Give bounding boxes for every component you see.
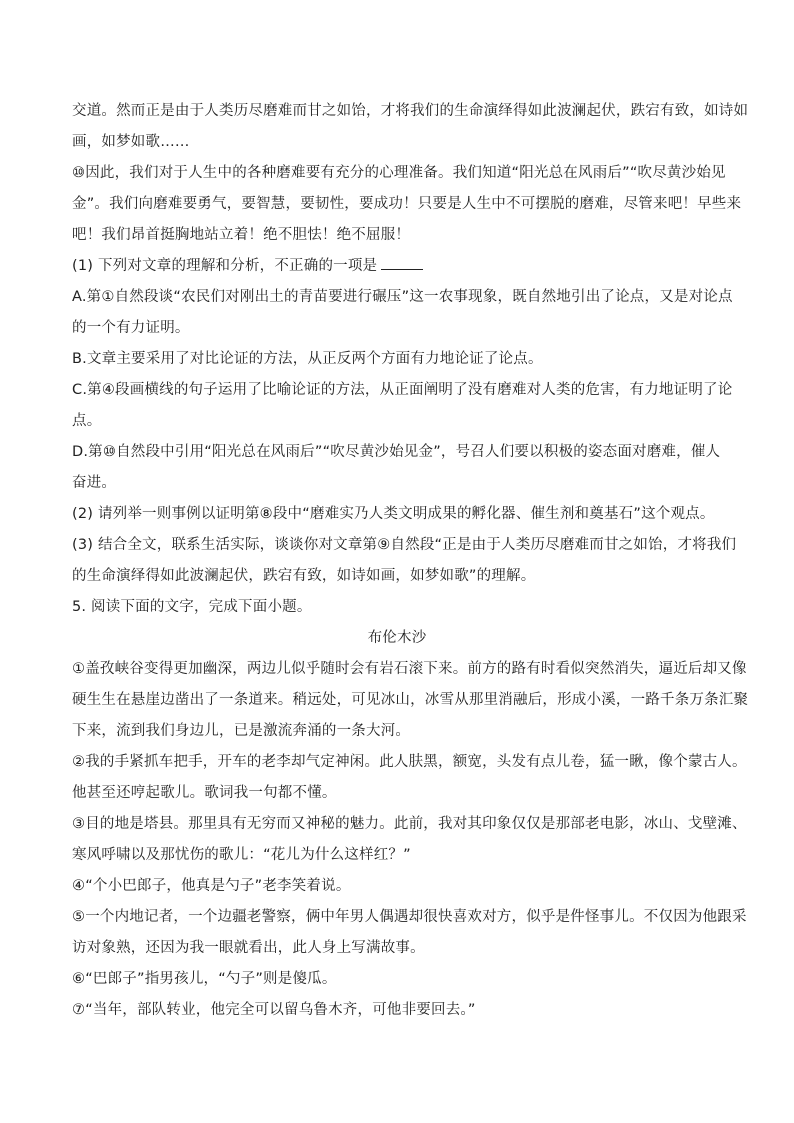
text-line: ②我的手紧抓车把手，开车的老李却气定神闲。此人肤黑，额宽，头发有点儿卷，猛一瞅，像个蒙古人。 <box>72 754 747 770</box>
question-3-line: 的生命演绎得如此波澜起伏，跌宕有致，如诗如画，如梦如歌”的理解。 <box>72 568 536 584</box>
option-a-line: 的一个有力证明。 <box>72 320 190 336</box>
question-1-text: (1) 下列对文章的理解和分析，不正确的一项是 <box>72 258 378 274</box>
option-c-line: 点。 <box>72 413 102 429</box>
option-d-line: D.第⑩自然段中引用“阳光总在风雨后”“吹尽黄沙始见金”，号召人们要以积极的姿态面对磨难，催人 <box>72 444 721 460</box>
text-line: 金”。我们向磨难要勇气，要智慧，要韧性，要成功！只要是人生中不可摆脱的磨难，尽管来吧！早些来 <box>72 196 742 212</box>
text-line: ①盖孜峡谷变得更加幽深，两边儿似乎随时会有岩石滚下来。前方的路有时看似突然消失，逼近后却又像 <box>72 661 747 677</box>
question-3-line: (3) 结合全文，联系生活实际，谈谈你对文章第⑨自然段“正是由于人类历尽磨难而甘之如饴，才将我们 <box>72 537 737 553</box>
text-line: 硬生生在悬崖边凿出了一条道来。稍远处，可见冰山，冰雪从那里消融后，形成小溪，一路千条万条汇聚 <box>72 692 749 708</box>
question-1-line <box>72 251 722 282</box>
text-line: ⑩因此，我们对于人生中的各种磨难要有充分的心理准备。我们知道“阳光总在风雨后”“吹尽黄沙始见 <box>72 165 726 181</box>
option-b-line: B.文章主要采用了对比论证的方法，从正反两个方面有力地论证了论点。 <box>72 351 543 367</box>
text-line: 他甚至还哼起歌儿。歌词我一句都不懂。 <box>72 785 337 801</box>
text-line: 访对象熟，还因为我一眼就看出，此人身上写满故事。 <box>72 940 425 956</box>
text-line: ⑥“巴郎子”指男孩儿，“勺子”则是傻瓜。 <box>72 971 337 987</box>
text-line: 寒风呼啸以及那忧伤的歌儿：“花儿为什么这样红？” <box>72 847 411 863</box>
text-line: ④“个小巴郎子，他真是勺子”老李笑着说。 <box>72 878 351 894</box>
section-heading: 5. 阅读下面的文字，完成下面小题。 <box>72 599 312 615</box>
document-body <box>72 96 749 1026</box>
text-line: ③目的地是塔县。那里具有无穷而又神秘的魅力。此前，我对其印象仅仅是那部老电影，冰山、戈壁滩、 <box>72 816 747 832</box>
text-line: 画，如梦如歌…… <box>72 134 190 150</box>
text-line: 吧！我们昂首挺胸地站立着！绝不胆怯！绝不屈服！ <box>72 227 411 243</box>
text-line: 交道。然而正是由于人类历尽磨难而甘之如饴，才将我们的生命演绎得如此波澜起伏，跌宕有致，如诗如 <box>72 103 749 119</box>
article-title: 布伦木沙 <box>367 630 427 646</box>
question-2-line: (2) 请列举一则事例以证明第⑧段中“磨难实乃人类文明成果的孵化器、催生剂和奠基石”这个观点。 <box>72 506 715 522</box>
option-a-line: A.第①自然段谈“农民们对刚出土的青苗要进行碾压”这一农事现象，既自然地引出了论点，又是对论点 <box>72 289 733 305</box>
answer-blank <box>381 255 423 270</box>
text-line: ⑦“当年，部队转业，他完全可以留乌鲁木齐，可他非要回去。” <box>72 1002 476 1018</box>
option-d-line: 奋进。 <box>72 475 117 491</box>
text-line: 下来，流到我们身边儿，已是激流奔涌的一条大河。 <box>72 723 411 739</box>
option-c-line: C.第④段画横线的句子运用了比喻论证的方法，从正面阐明了没有磨难对人类的危害，有力地证明了论 <box>72 382 733 398</box>
text-line: ⑤一个内地记者，一个边疆老警察，俩中年男人偶遇却很快喜欢对方，似乎是件怪事儿。不仅因为他跟采 <box>72 909 747 925</box>
